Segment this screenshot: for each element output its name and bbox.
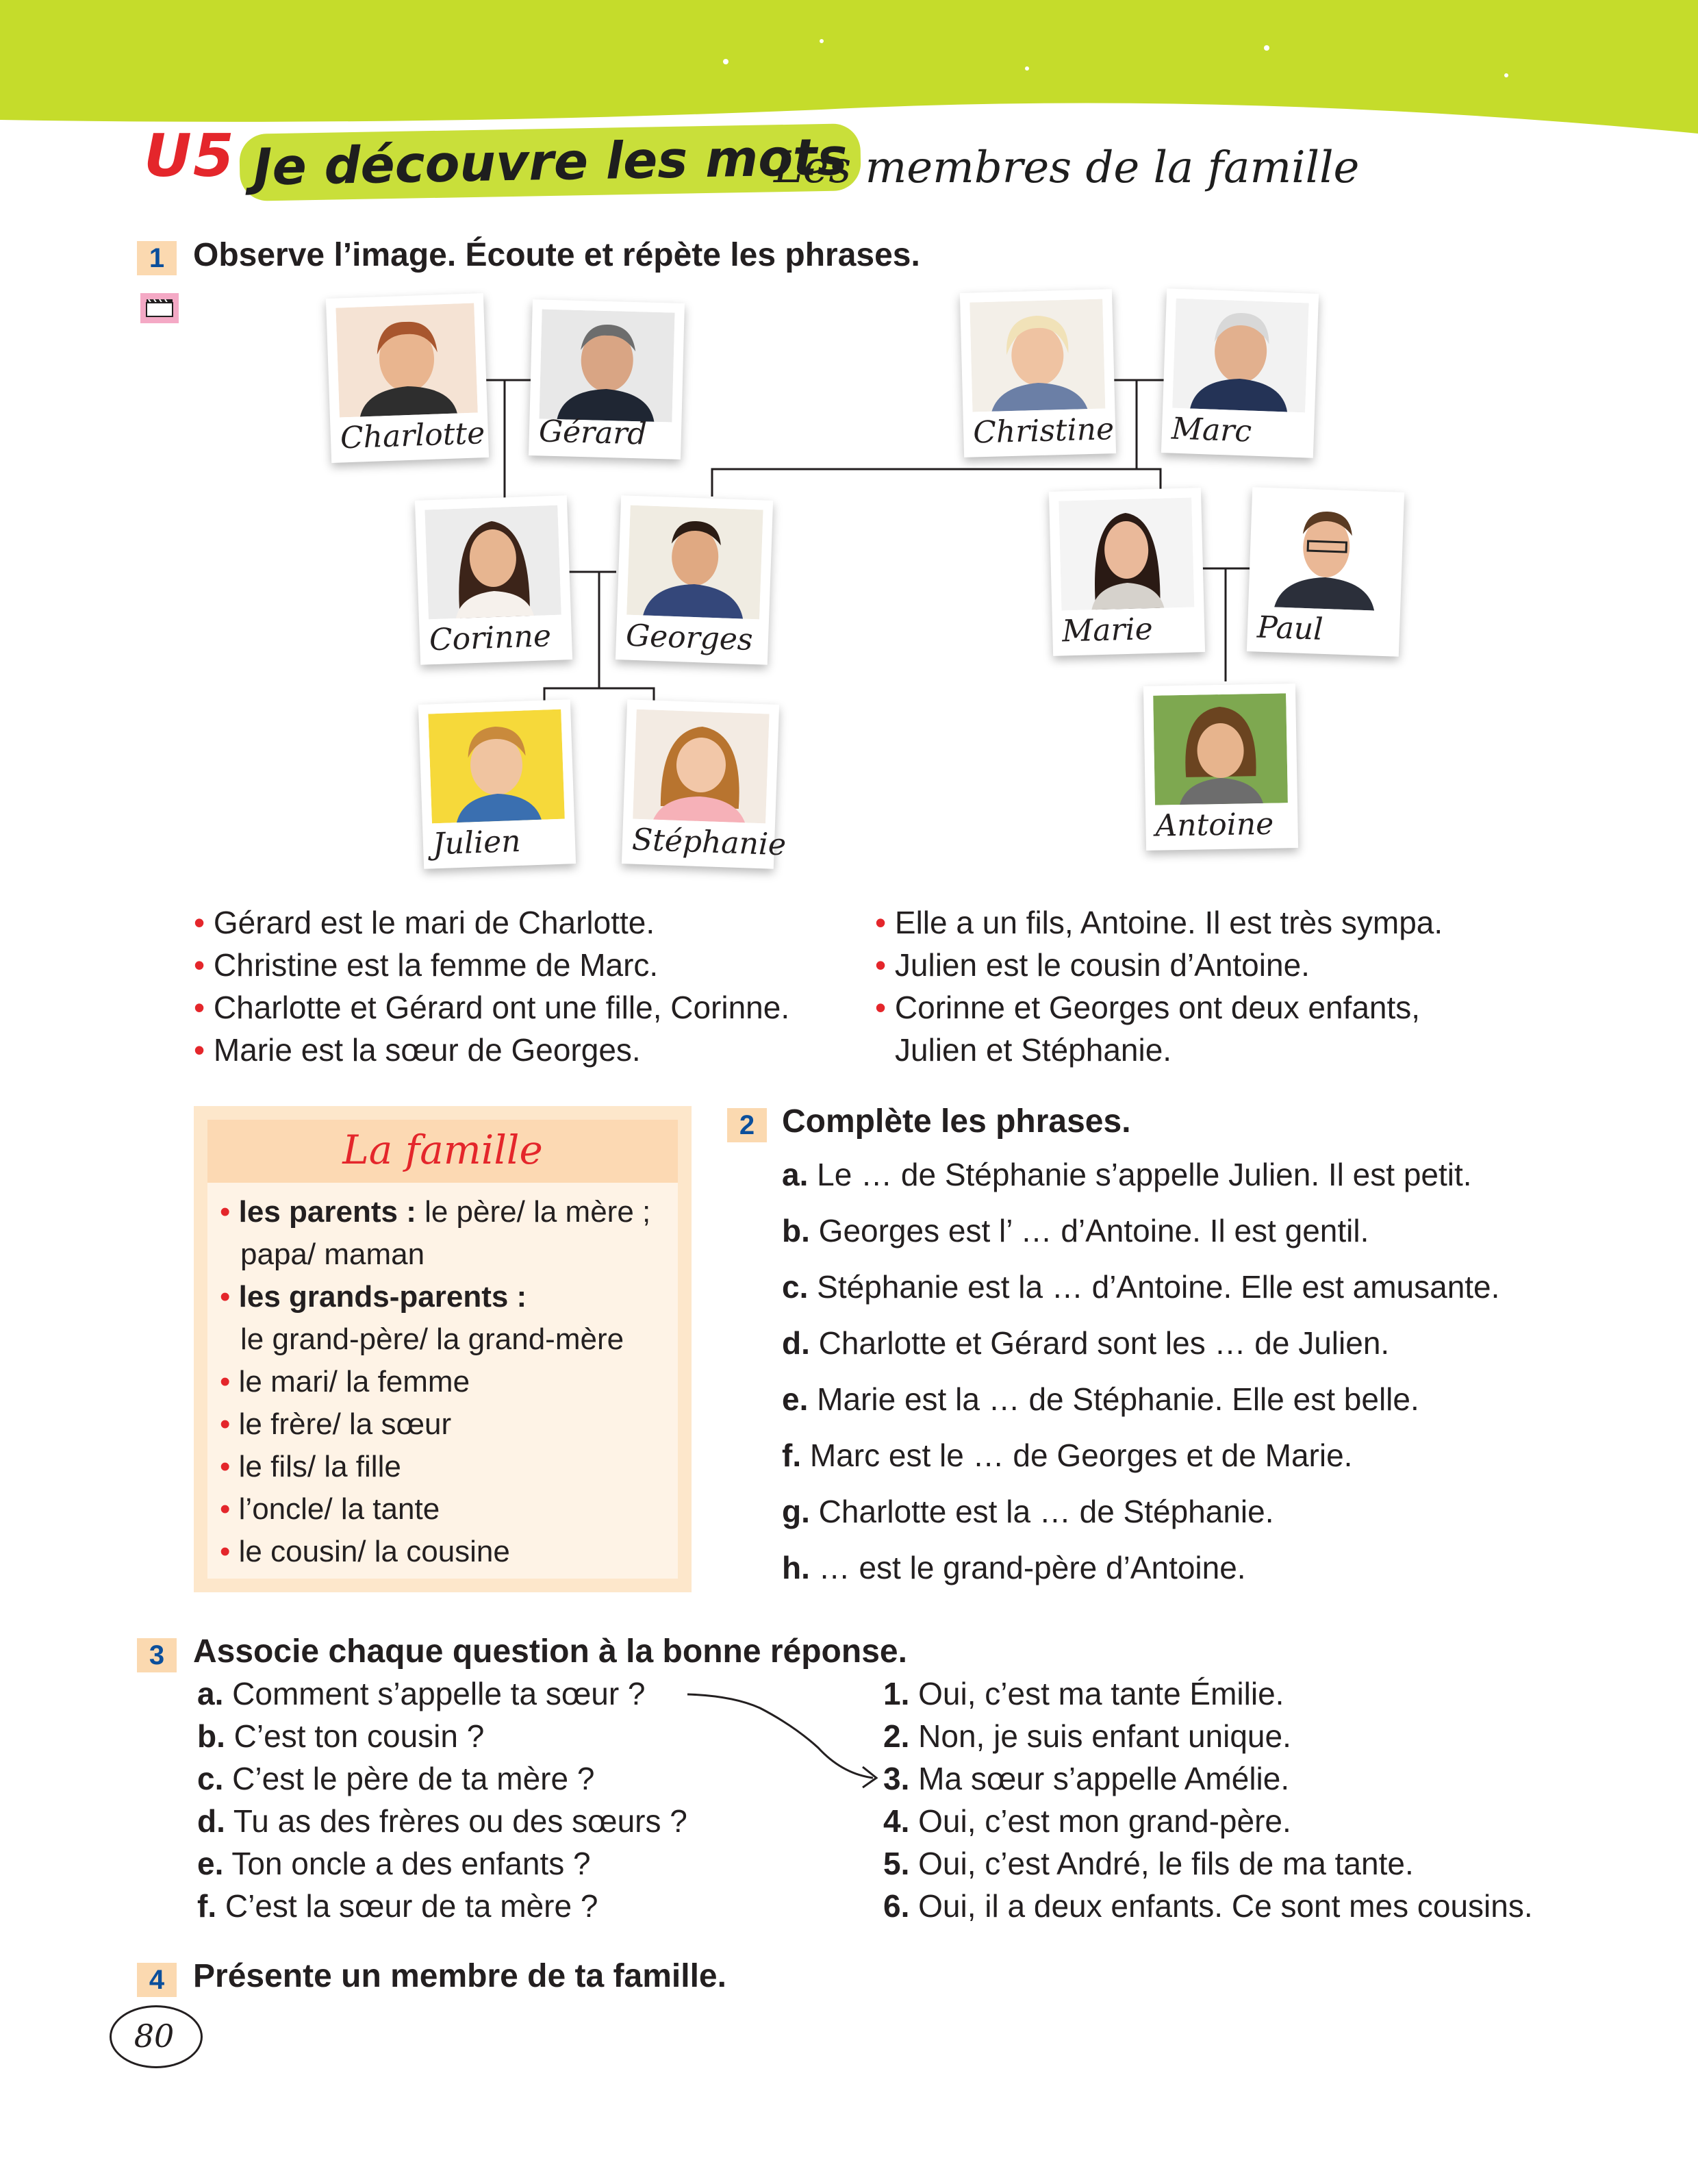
- sentence-left-4: • Marie est la sœur de Georges.: [194, 1032, 641, 1068]
- sentence-left-3: • Charlotte et Gérard ont une fille, Corinne.: [194, 990, 790, 1025]
- sentence-right-2: • Julien est le cousin d’Antoine.: [875, 947, 1310, 983]
- julien-photo: [428, 710, 564, 824]
- exercise-2-item-c: c. Stéphanie est la … d’Antoine. Elle est amusante.: [782, 1269, 1500, 1305]
- page-subtitle: Les membres de la famille: [774, 142, 1360, 193]
- answer-6: 6. Oui, il a deux enfants. Ce sont mes cousins.: [883, 1888, 1533, 1924]
- name-christine: Christine: [972, 412, 1115, 451]
- vocab-item: • les parents : le père/ la mère ;: [220, 1195, 651, 1229]
- vocab-item: le grand-père/ la grand-mère: [240, 1322, 624, 1356]
- name-julien: Julien: [432, 823, 522, 862]
- exercise-2-item-a: a. Le … de Stéphanie s’appelle Julien. Il est petit.: [782, 1157, 1472, 1192]
- vocab-title: La famille: [342, 1127, 543, 1173]
- photo-card-stephanie: [622, 699, 787, 869]
- question-f: f. C’est la sœur de ta mère ?: [197, 1888, 598, 1924]
- vocab-item: • le frère/ la sœur: [220, 1407, 452, 1441]
- exercise-4-number: 4: [137, 1963, 177, 1997]
- question-e: e. Ton oncle a des enfants ?: [197, 1846, 591, 1881]
- antoine-photo: [1153, 693, 1288, 805]
- vocab-item: • les grands-parents :: [220, 1280, 527, 1314]
- name-charlotte: Charlotte: [340, 416, 486, 456]
- exercise-2-number: 2: [727, 1108, 767, 1142]
- photo-card-julien: [418, 699, 576, 869]
- vocab-item: • le fils/ la fille: [220, 1450, 401, 1483]
- name-corinne: Corinne: [429, 618, 552, 658]
- corinne-photo: [424, 505, 561, 620]
- marc-photo: [1172, 299, 1308, 413]
- question-a: a. Comment s’appelle ta sœur ?: [197, 1676, 646, 1711]
- unit-code: U5: [144, 122, 236, 190]
- exercise-3-instruction: Associe chaque question à la bonne réponse.: [193, 1633, 907, 1670]
- georges-photo: [626, 505, 763, 620]
- sentence-right-1: • Elle a un fils, Antoine. Il est très sympa.: [875, 905, 1443, 940]
- charlotte-photo: [335, 303, 477, 418]
- photo-card-charlotte: [326, 293, 489, 463]
- sentence-right-3: • Corinne et Georges ont deux enfants,: [875, 990, 1421, 1025]
- exercise-2-item-g: g. Charlotte est la … de Stéphanie.: [782, 1494, 1274, 1529]
- question-c: c. C’est le père de ta mère ?: [197, 1761, 595, 1796]
- gerard-photo: [539, 309, 674, 422]
- exercise-3-number: 3: [137, 1638, 177, 1672]
- exercise-2-item-h: h. … est le grand-père d’Antoine.: [782, 1550, 1246, 1585]
- question-b: b. C’est ton cousin ?: [197, 1718, 485, 1754]
- page-number: 80: [134, 2018, 175, 2055]
- photo-card-gerard: [529, 299, 685, 460]
- exercise-2-instruction: Complète les phrases.: [782, 1103, 1131, 1140]
- exercise-2-item-b: b. Georges est l’ … d’Antoine. Il est gentil.: [782, 1213, 1369, 1248]
- exercise-1-instruction: Observe l’image. Écoute et répète les phrases.: [193, 237, 920, 273]
- answer-4: 4. Oui, c’est mon grand-père.: [883, 1803, 1291, 1839]
- exercise-4-instruction: Présente un membre de ta famille.: [193, 1958, 726, 1994]
- vocab-box: [194, 1106, 692, 1592]
- question-d: d. Tu as des frères ou des sœurs ?: [197, 1803, 687, 1839]
- name-stephanie: Stéphanie: [631, 822, 787, 863]
- answer-1: 1. Oui, c’est ma tante Émilie.: [883, 1676, 1284, 1711]
- vocab-item: • l’oncle/ la tante: [220, 1492, 440, 1526]
- exercise-2-item-d: d. Charlotte et Gérard sont les … de Julien.: [782, 1325, 1390, 1361]
- name-marc: Marc: [1171, 411, 1252, 449]
- exercise-1-number: 1: [137, 241, 177, 275]
- vocab-item: • le mari/ la femme: [220, 1365, 470, 1398]
- sentence-right-4: Julien et Stéphanie.: [895, 1032, 1172, 1068]
- photo-card-georges: [616, 495, 773, 665]
- paul-photo: [1258, 497, 1394, 612]
- vocab-item: papa/ maman: [240, 1238, 425, 1271]
- vocab-item: • le cousin/ la cousine: [220, 1535, 510, 1568]
- stephanie-photo: [633, 710, 769, 824]
- photo-card-paul: [1247, 487, 1404, 657]
- vocab-title-band: [207, 1120, 678, 1183]
- example-arrow: [678, 1685, 897, 1794]
- name-marie: Marie: [1061, 612, 1154, 649]
- marie-photo: [1059, 497, 1194, 610]
- name-antoine: Antoine: [1155, 806, 1274, 844]
- photo-card-marie: [1049, 488, 1205, 656]
- exercise-2-item-f: f. Marc est le … de Georges et de Marie.: [782, 1438, 1353, 1473]
- photo-card-marc: [1161, 288, 1319, 458]
- section-title: Je découvre les mots: [239, 123, 861, 201]
- christine-photo: [970, 299, 1105, 412]
- name-paul: Paul: [1256, 610, 1324, 647]
- family-tree-lines: [0, 0, 1698, 890]
- sentence-left-2: • Christine est la femme de Marc.: [194, 947, 659, 983]
- sentence-left-1: • Gérard est le mari de Charlotte.: [194, 905, 655, 940]
- exercise-2-item-e: e. Marie est la … de Stéphanie. Elle est belle.: [782, 1381, 1419, 1417]
- answer-3: 3. Ma sœur s’appelle Amélie.: [883, 1761, 1290, 1796]
- answer-2: 2. Non, je suis enfant unique.: [883, 1718, 1291, 1754]
- answer-5: 5. Oui, c’est André, le fils de ma tante.: [883, 1846, 1414, 1881]
- photo-card-christine: [960, 289, 1116, 457]
- photo-card-antoine: [1143, 683, 1298, 851]
- photo-card-corinne: [415, 495, 572, 665]
- name-georges: Georges: [625, 618, 754, 658]
- name-gerard: Gérard: [538, 414, 648, 452]
